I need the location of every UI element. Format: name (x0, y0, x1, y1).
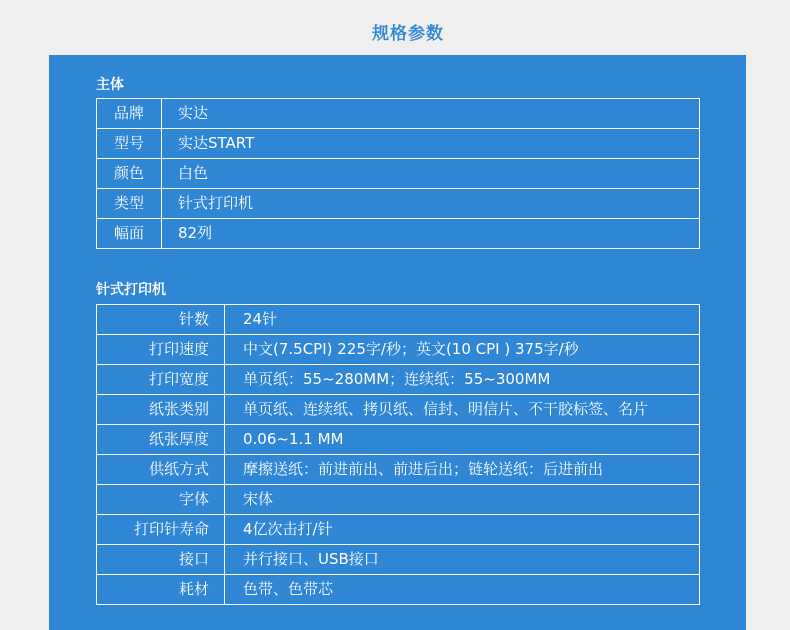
page-title: 规格参数 (372, 24, 444, 44)
table-row (97, 365, 700, 395)
spec-label: 供纸方式 (97, 455, 225, 485)
section-title-main: 主体 (96, 77, 124, 93)
section-title-printer: 针式打印机 (96, 282, 166, 298)
spec-label: 字体 (97, 485, 225, 515)
spec-value: 实达 (162, 99, 700, 129)
spec-value: 宋体 (225, 485, 700, 515)
spec-value: 白色 (162, 159, 700, 189)
table-row (97, 485, 700, 515)
spec-value: 针式打印机 (162, 189, 700, 219)
spec-label: 打印宽度 (97, 365, 225, 395)
table-row (97, 189, 700, 219)
table-row (97, 159, 700, 189)
spec-label: 耗材 (97, 575, 225, 605)
table-row (97, 575, 700, 605)
spec-value: 并行接口、USB接口 (225, 545, 700, 575)
spec-value: 色带、色带芯 (225, 575, 700, 605)
spec-table-main (96, 98, 700, 249)
table-row (97, 305, 700, 335)
table-row (97, 335, 700, 365)
spec-value: 中文(7.5CPI) 225字/秒；英文(10 CPI ) 375字/秒 (225, 335, 700, 365)
table-row (97, 219, 700, 249)
table-row (97, 395, 700, 425)
spec-label: 接口 (97, 545, 225, 575)
spec-label: 纸张类别 (97, 395, 225, 425)
table-row (97, 425, 700, 455)
spec-value: 4亿次击打/针 (225, 515, 700, 545)
spec-value: 82列 (162, 219, 700, 249)
table-row (97, 129, 700, 159)
spec-label: 品牌 (97, 99, 162, 129)
spec-value: 单页纸：55~280MM；连续纸：55~300MM (225, 365, 700, 395)
spec-label: 纸张厚度 (97, 425, 225, 455)
spec-label: 针数 (97, 305, 225, 335)
spec-label: 型号 (97, 129, 162, 159)
table-row (97, 99, 700, 129)
spec-panel (49, 55, 746, 630)
table-row (97, 515, 700, 545)
spec-value: 摩擦送纸：前进前出、前进后出；链轮送纸：后进前出 (225, 455, 700, 485)
table-row (97, 545, 700, 575)
spec-table-printer (96, 304, 700, 605)
table-row (97, 455, 700, 485)
spec-label: 颜色 (97, 159, 162, 189)
spec-value: 0.06~1.1 MM (225, 425, 700, 455)
spec-value: 24针 (225, 305, 700, 335)
spec-label: 打印速度 (97, 335, 225, 365)
spec-value: 单页纸、连续纸、拷贝纸、信封、明信片、不干胶标签、名片 (225, 395, 700, 425)
spec-value: 实达START (162, 129, 700, 159)
spec-label: 打印针寿命 (97, 515, 225, 545)
spec-label: 类型 (97, 189, 162, 219)
spec-label: 幅面 (97, 219, 162, 249)
